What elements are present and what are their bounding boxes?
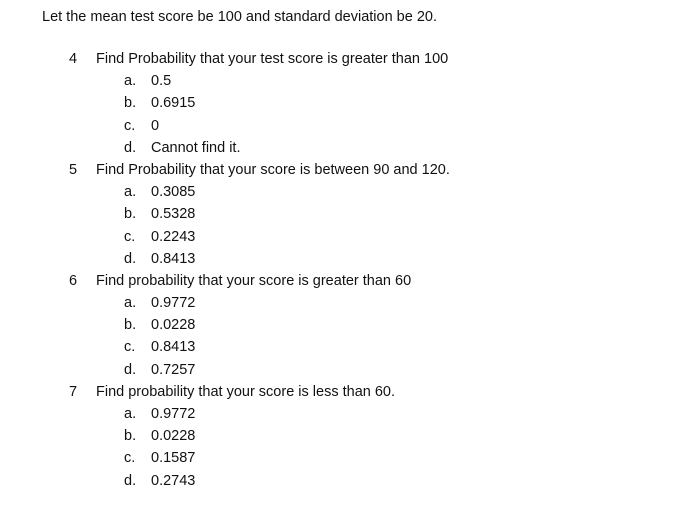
option-letter: c.: [124, 117, 136, 134]
option-text: 0.5328: [151, 206, 196, 223]
option-text: 0.8413: [151, 250, 196, 267]
option-letter: c.: [124, 228, 136, 245]
option-text: 0.6915: [151, 95, 196, 112]
option-letter: b.: [124, 317, 137, 334]
option-text: 0.9772: [151, 295, 196, 312]
option-letter: d.: [124, 139, 137, 156]
option-letter: a.: [124, 73, 137, 90]
option-letter: d.: [124, 361, 137, 378]
option-text: 0.2743: [151, 472, 196, 489]
question-text: Find probability that your score is greater than 60: [96, 272, 412, 289]
option-text: 0.1587: [151, 450, 196, 467]
option-letter: a.: [124, 406, 137, 422]
question-number: 4: [69, 51, 78, 67]
option-letter: d.: [124, 472, 137, 489]
option-text: 0.0228: [151, 317, 196, 334]
option-text: 0.8413: [151, 339, 196, 356]
option-letter: b.: [124, 206, 137, 223]
option-letter: a.: [124, 295, 137, 312]
question-text: Find Probability that your test score is greater than 100: [96, 51, 449, 67]
question-number: 7: [69, 383, 78, 400]
option-text: 0.0228: [151, 428, 196, 445]
intro-text: Let the mean test score be 100 and standard deviation be 20.: [42, 9, 437, 25]
option-text: 0.9772: [151, 406, 196, 422]
option-text: 0.2243: [151, 228, 196, 245]
option-letter: b.: [124, 428, 137, 445]
option-letter: b.: [124, 95, 137, 112]
option-letter: d.: [124, 250, 137, 267]
option-text: 0.7257: [151, 361, 196, 378]
option-text: 0.5: [151, 73, 172, 90]
option-letter: a.: [124, 184, 137, 201]
question-number: 6: [69, 272, 78, 289]
option-text: 0: [151, 117, 160, 134]
option-text: 0.3085: [151, 184, 196, 201]
option-letter: c.: [124, 339, 136, 356]
question-number: 5: [69, 161, 78, 178]
question-text: Find probability that your score is less than 60.: [96, 383, 396, 400]
option-text: Cannot find it.: [151, 139, 241, 156]
question-text: Find Probability that your score is between 90 and 120.: [96, 161, 450, 178]
option-letter: c.: [124, 450, 136, 467]
